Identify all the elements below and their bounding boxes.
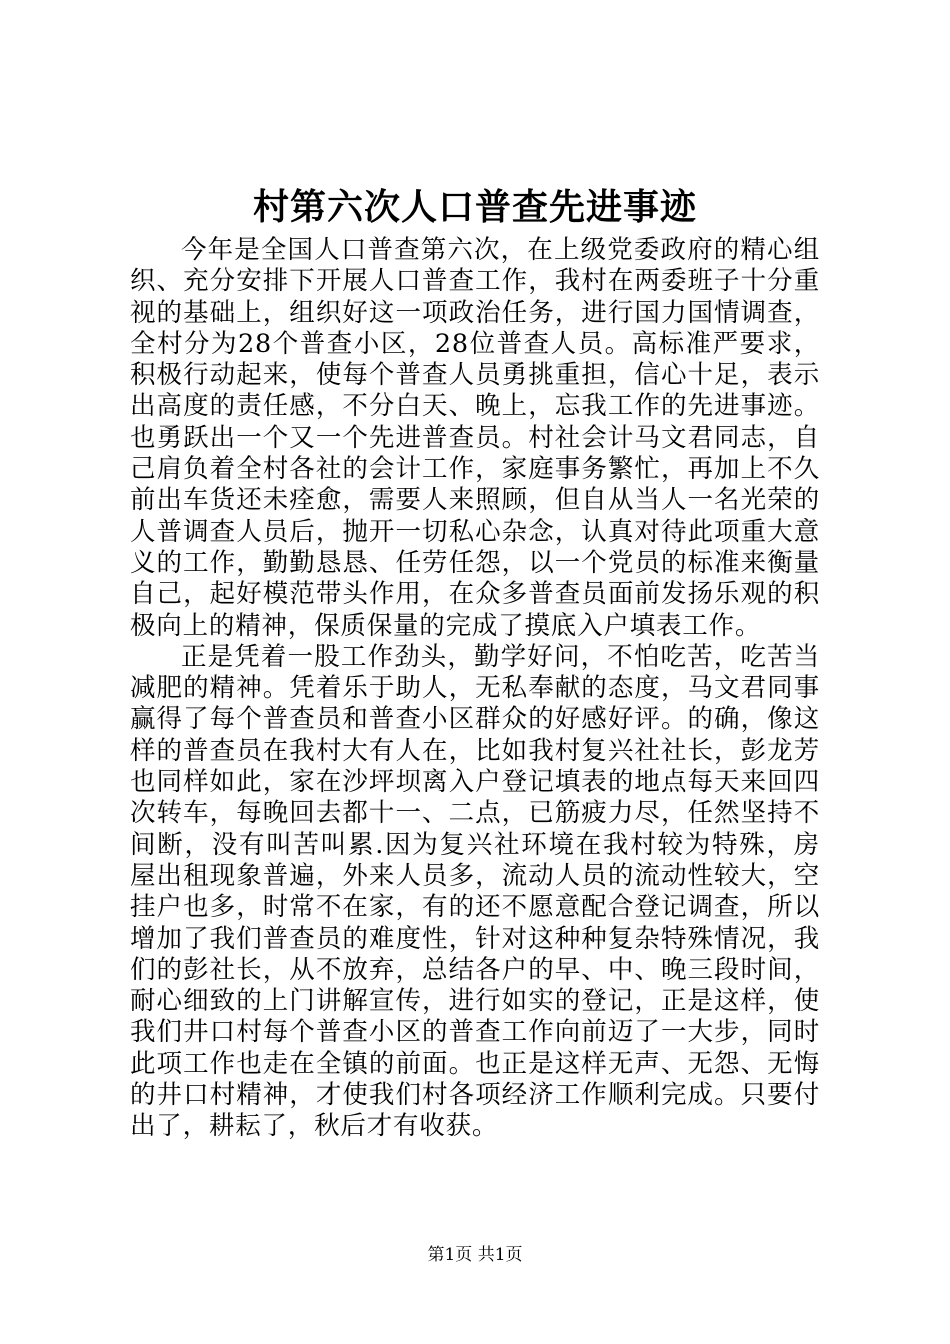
- document-body: [130, 235, 820, 1143]
- document-title: 村第六次人口普查先进事迹: [252, 186, 697, 228]
- page-footer: 第1页 共1页: [427, 1245, 523, 1265]
- paragraph-2: 正是凭着一股工作劲头，勤学好问，不怕吃苦，吃苦当减肥的精神。凭着乐于助人，无私奉献的态度，马文君同事赢得了每个普查员和普查小区群众的好感好评。的确，像这样的普查员在我村大有人在，比如我村复兴社社长，彭龙芳也同样如此，家在沙坪坝离入户登记填表的地点每天来回四次转车，每晚回去都十一、二点，已筋疲力尽，任然坚持不间断，没有叫苦叫累.因为复兴社环境在我村较为特殊，房屋出租现象普遍，外来人员多，流动人员的流动性较大，空挂户也多，时常不在家，有的还不愿意配合登记调查，所以增加了我们普查员的难度性，针对这种种复杂特殊情况，我们的彭社长，从不放弃，总结各户的早、中、晚三段时间，耐心细致的上门讲解宣传，进行如实的登记，正是这样，使我们井口村每个普查小区的普查工作向前迈了一大步，同时此项工作也走在全镇的前面。也正是这样无声、无怨、无悔的井口村精神，才使我们村各项经济工作顺利完成。只要付出了，耕耘了，秋后才有收获。: [130, 641, 820, 1142]
- paragraph-1: 今年是全国人口普查第六次，在上级党委政府的精心组织、充分安排下开展人口普查工作，我村在两委班子十分重视的基础上，组织好这一项政治任务，进行国力国情调查，全村分为28个普查小区，28位普查人员。高标准严要求，积极行动起来，使每个普查人员勇挑重担，信心十足，表示出高度的责任感，不分白天、晚上，忘我工作的先进事迹。也勇跃出一个又一个先进普查员。村社会计马文君同志，自己肩负着全村各社的会计工作，家庭事务繁忙，再加上不久前出车货还未痊愈，需要人来照顾，但自从当人一名光荣的人普调查人员后，抛开一切私心杂念，认真对待此项重大意义的工作，勤勤恳恳、任劳任怨，以一个党员的标准来衡量自己，起好模范带头作用，在众多普查员面前发扬乐观的积极向上的精神，保质保量的完成了摸底入户填表工作。: [130, 235, 820, 641]
